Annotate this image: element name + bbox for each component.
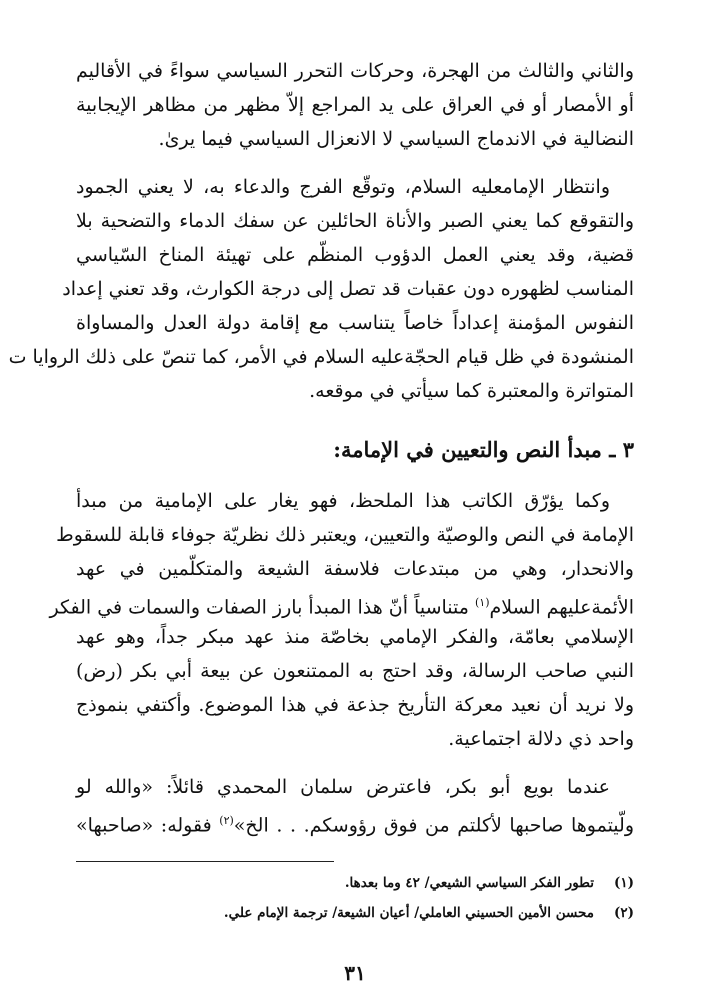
text-line: والانحدار، وهي من مبتدعات فلاسفة الشيعة والمتكلّمين في عهد (76, 558, 634, 580)
text-line: المنشودة في ظل قيام الحجّةعليه السلام في الأمر، كما تنصّ على ذلك الروايا ت (8, 346, 634, 368)
text-fragment: ولّيتموها صاحبها لأكلتم من فوق رؤوسكم. . . الخ» (233, 814, 635, 837)
text-line: وانتظار الإمامعليه السلام، وتوقّع الفرج والدعاء به، لا يعني الجمود (76, 176, 610, 198)
text-line: والتقوقع كما يعني الصبر والأناة الحائلين عن سفك الدماء والتضحية بلا (76, 210, 634, 232)
text-line: أو الأمصار أو في العراق على يد المراجع إلاّ مظهر من مظاهر الإيجابية (76, 94, 634, 116)
section-heading: ٣ ـ مبدأ النص والتعيين في الإمامة: (333, 437, 634, 462)
text-line: الإسلامي بعامّة، والفكر الإمامي بخاصّة منذ عهد مبكر جداً، وهو عهد (76, 626, 634, 648)
text-line: النبي صاحب الرسالة، وقد احتج به الممتنعون عن بيعة أبي بكر (رض) (76, 660, 634, 682)
footnote-ref-1: (١) (474, 596, 490, 609)
footnote-ref-2: (٢) (219, 814, 234, 827)
text-fragment: الأئمةعليهم السلام (489, 596, 634, 619)
footnote-2 (76, 903, 634, 923)
text-line: قضية، وقد يعني العمل الدؤوب المنظّم على تهيئة المناخ السّياسي (76, 244, 634, 266)
text-line: ولا نريد أن نعيد معركة التأريخ جذعة في هذا الموضوع. وأكتفي بنموذج (76, 694, 634, 716)
text-fragment: فقوله: «صاحبها» (76, 814, 212, 837)
footnote-number: (٢) (613, 905, 634, 921)
text-line: واحد ذي دلالة اجتماعية. (448, 728, 634, 750)
footnote-text: محسن الأمين الحسيني العاملي/ أعيان الشيعة/ ترجمة الإمام علي. (223, 905, 594, 921)
text-line: وكما يؤرّق الكاتب هذا الملحظ، فهو يغار على الإمامية من مبدأ (76, 490, 610, 512)
text-line: النفوس المؤمنة إعداداً خاصاً يتناسب مع إقامة دولة العدل والمساواة (76, 312, 634, 334)
text-line: المناسب لظهوره دون عقبات قد تصل إلى درجة الكوارث، وقد تعني إعداد (62, 278, 634, 300)
footnote-text: تطور الفكر السياسي الشيعي/ ٤٢ وما بعدها. (344, 875, 594, 891)
text-line (76, 807, 634, 837)
footnote-number: (١) (613, 875, 634, 891)
text-line: النضالية في الاندماج السياسي لا الانعزال السياسي فيما يرىٰ. (158, 128, 634, 150)
text-line: الإمامة في النص والوصيّة والتعيين، ويعتبر ذلك نظريّة جوفاء قابلة للسقوط (56, 524, 634, 546)
footnote-1 (76, 873, 634, 893)
text-line: المتواترة والمعتبرة كما سيأتي في موقعه. (309, 380, 634, 402)
footnote-divider (76, 861, 334, 862)
text-line: عندما بويع أبو بكر، فاعترض سلمان المحمدي قائلاً: «والله لو (76, 776, 610, 798)
text-line (49, 589, 634, 619)
text-line: والثاني والثالث من الهجرة، وحركات التحرر السياسي سواءً في الأقاليم (76, 60, 634, 82)
page-number: ٣١ (344, 961, 366, 985)
text-fragment: متناسياً أنّ هذا المبدأ بارز الصفات والسمات في الفكر (49, 596, 469, 619)
